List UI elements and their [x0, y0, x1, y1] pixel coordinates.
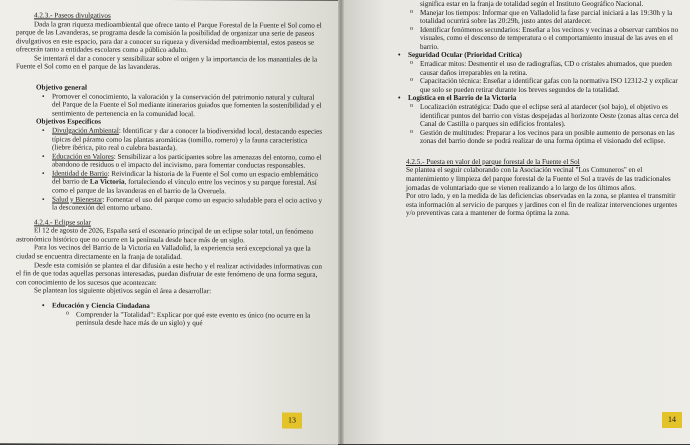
list-item: o Comprender la "Totalidad": Explicar por qué este evento es único (no ocurre en la península desde hace más de un siglo) y qué	[60, 310, 324, 328]
list-item: • Salud y Bienestar: Fomentar el uso del parque como un espacio saludable para el ocio activo y la desconexión del entorno urbano.	[36, 195, 324, 213]
list-item: o Identificar fenómenos secundarios: Enseñar a los vecinos y vecinas a observar cambios no visuales, como el descenso de temperatura o el comportamiento inusual de las aves en el barrio.	[404, 26, 680, 52]
seguridad-heading: • Seguridad Ocular (Prioridad Crítica)	[392, 51, 680, 60]
logistica-list	[392, 94, 680, 103]
list-item: o Capacitación técnica: Enseñar a identificar gafas con la normativa ISO 12312-2 y explicar que solo se pueden retirar durante los breves segundos de la totalidad.	[404, 77, 680, 94]
logistica-sublist	[392, 103, 680, 146]
section-423-title: 4.2.3.- Paseos divulgativos	[34, 11, 111, 20]
section-424-paragraph-4: Se plantean los siguiente objetivos según el área a desarrollar:	[34, 286, 212, 296]
objetivos-especificos-heading: Objetivos Específicos	[36, 117, 101, 127]
section-425-paragraph-1: Se plantea el seguir colaborando con la Asociación vecinal "Los Comuneros" en el mantenimiento y limpieza del parque forestal de la Fuente el Sol a través de las tradicionales jornadas de voluntariado que se vienen realizando a lo largo de los últimos años.	[406, 166, 671, 192]
list-item: o Gestión de multitudes: Preparar a los vecinos para un posible aumento de personas en las zonas del barrio donde se podrá realizar de una forma óptima el visionado del eclipse.	[404, 129, 680, 146]
section-425-paragraph-2: Por otro lado, y en la medida de las deficiencias observadas en la zona, se plantea el transmitir esta información al servicio de parques y jardines con el fin de realizar intervenciones urgentes y/o preventivas cara a mantener de forma óptima la zona.	[406, 192, 678, 218]
section-424-paragraph-1: El 12 de agosto de 2026, España será el escenario principal de un eclipse solar total, un fenómeno astronómico histórico que no ocurre en la península desde hace más de un siglo.	[16, 226, 314, 245]
list-item: • Educación en Valores: Sensibilizar a los participantes sobre las amenazas del entorno, como el abandono de residuos o el impacto del incivismo, para fomentar conductas responsables.	[36, 152, 324, 170]
page-right	[344, 0, 690, 444]
section-423-paragraph-2: Se intentará el dar a conocer y sensibilizar sobre el origen y la importancia de los manantiales de la Fuente el Sol como en el parque de las lavanderas.	[16, 54, 318, 72]
educacion-sublist	[16, 310, 324, 329]
objetivo-general-item: • Promover el conocimiento, la valoración y la conservación del patrimonio natural y cultural del Parque de la Fuente el Sol mediante itinerarios guiados que fomenten la sostenibilidad y el sentimiento de pertenencia en la comunidad local.	[36, 92, 324, 119]
list-item: o Erradicar mitos: Desmentir el uso de radiografías, CD o cristales ahumados, que pueden causar daños irreparables en la retina.	[404, 60, 680, 77]
list-item: • Divulgación Ambiental: Identificar y dar a conocer la biodiversidad local, destacando especies típicas del páramo como las plantas aromáticas (tomillo, romero) y la fauna característica (liebre ibérica, pito real o culebra bastarda).	[36, 126, 324, 153]
list-item: • Identidad de Barrio: Reivindicar la historia de la Fuente el Sol como un espacio emblemático del barrio de La Victoria, fortaleciendo el vínculo entre los vecinos y su parque forestal. Así como el parque de las lavanderas en el barrio de la Overuela.	[36, 169, 324, 196]
educacion-sublist-continued	[392, 0, 680, 51]
seguridad-sublist	[392, 60, 680, 94]
list-item: o Manejar los tiempos: Informar que en Valladolid la fase parcial iniciará a las 19:30h y la totalidad ocurrirá sobre las 20:29h, justo antes del atardecer.	[404, 9, 680, 26]
section-424-paragraph-2: Para los vecinos del Barrio de la Victoria en Valladolid, la experiencia será excepcional ya que la ciudad se encuentra directamente en la franja de totalidad.	[16, 243, 311, 262]
seguridad-list	[392, 51, 680, 60]
page-number-badge: 13	[282, 412, 302, 428]
page-number-badge: 14	[662, 412, 682, 428]
objetivos-especificos-list	[16, 126, 324, 213]
section-425-title: 4.2.5.- Puesta en valor del parque forestal de la Fuente el Sol	[406, 157, 580, 166]
section-424-title: 4.2.4.- Eclipse solar	[34, 218, 91, 227]
logistica-heading: • Logística en el Barrio de la Victoria	[392, 94, 680, 103]
educacion-heading: • Educación y Ciencia Ciudadana	[36, 301, 324, 311]
objetivo-general-list	[16, 92, 324, 119]
list-item-continued: significa estar en la franja de totalidad según el Instituto Geográfico Nacional.	[420, 0, 644, 8]
section-423-paragraph-1: Dada la gran riqueza medioambiental que ofrece tanto el Parque Forestal de la Fuente el Sol como el parque de las Lavanderas, se programa desde la comisión la posibilidad de organizar una serie de paseos divulgativos en este espacio, para dar a conocer su riqueza y diversidad medioambiental, estos paseos se ofrecerán tanto a entidades escolares como a público adulto.	[16, 19, 322, 55]
section-424-paragraph-3: Desde esta comisión se plantea el dar difusión a este hecho y el realizar actividades informativas con el fin de que todas aquellas personas interesadas, puedan disfrutar de este fenómeno de una forma segura, con conocimiento de los sucesos que acontezcan:	[16, 261, 322, 287]
list-item: o Localización estratégica: Dado que el eclipse será al atardecer (sol bajo), el objetivo es identificar puntos del barrio con vistas despejadas al horizonte Oeste (zonas altas cerca del Canal de Castilla o parques sin edificios frontales).	[404, 103, 680, 129]
page-left	[0, 0, 338, 445]
objetivo-general-heading: Objetivo general	[36, 83, 87, 92]
